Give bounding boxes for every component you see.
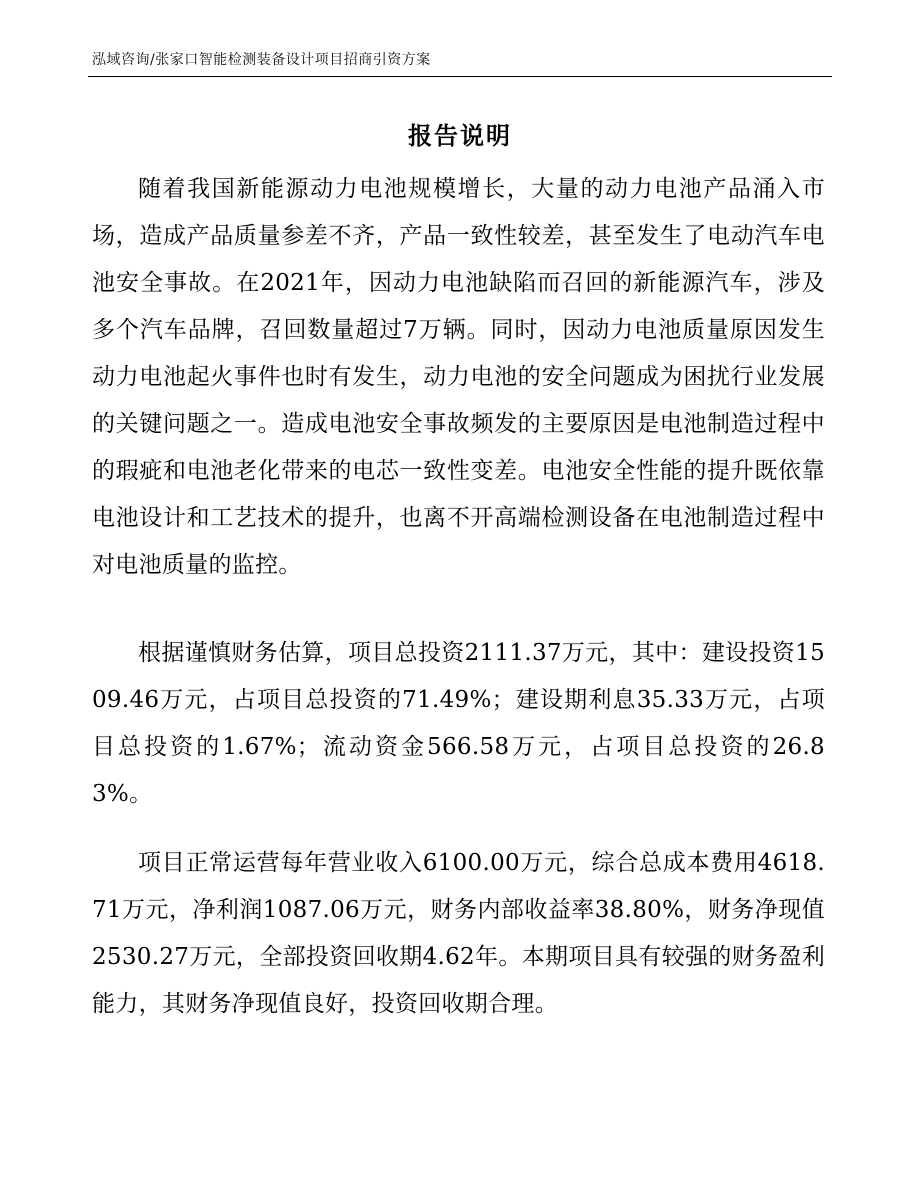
paragraph-investment: 根据谨慎财务估算，项目总投资2111.37万元，其中：建设投资1509.46万元，占项目总投资的71.49%；建设期利息35.33万元，占项目总投资的1.67%；流动资金566.58万元，占项目总投资的26.83%。 <box>92 640 825 807</box>
paragraph-background: 随着我国新能源动力电池规模增长，大量的动力电池产品涌入市场，造成产品质量参差不齐，产品一致性较差，甚至发生了电动汽车电池安全事故。在2021年，因动力电池缺陷而召回的新能源汽车，涉及多个汽车品牌，召回数量超过7万辆。同时，因动力电池质量原因发生动力电池起火事件也时有发生，动力电池的安全问题成为困扰行业发展的关键问题之一。造成电池安全事故频发的主要原因是电池制造过程中的瑕疵和电池老化带来的电芯一致性变差。电池安全性能的提升既依靠电池设计和工艺技术的提升，也离不开高端检测设备在电池制造过程中对电池质量的监控。 <box>92 176 825 578</box>
paragraph-financials: 项目正常运营每年营业收入6100.00万元，综合总成本费用4618.71万元，净利润1087.06万元，财务内部收益率38.80%，财务净现值2530.27万元，全部投资回收期4.62年。本期项目具有较强的财务盈利能力，其财务净现值良好，投资回收期合理。 <box>92 850 825 1017</box>
header-divider <box>88 76 832 77</box>
running-header: 泓域咨询/张家口智能检测装备设计项目招商引资方案 <box>92 52 431 68</box>
page-title: 报告说明 <box>408 122 512 150</box>
